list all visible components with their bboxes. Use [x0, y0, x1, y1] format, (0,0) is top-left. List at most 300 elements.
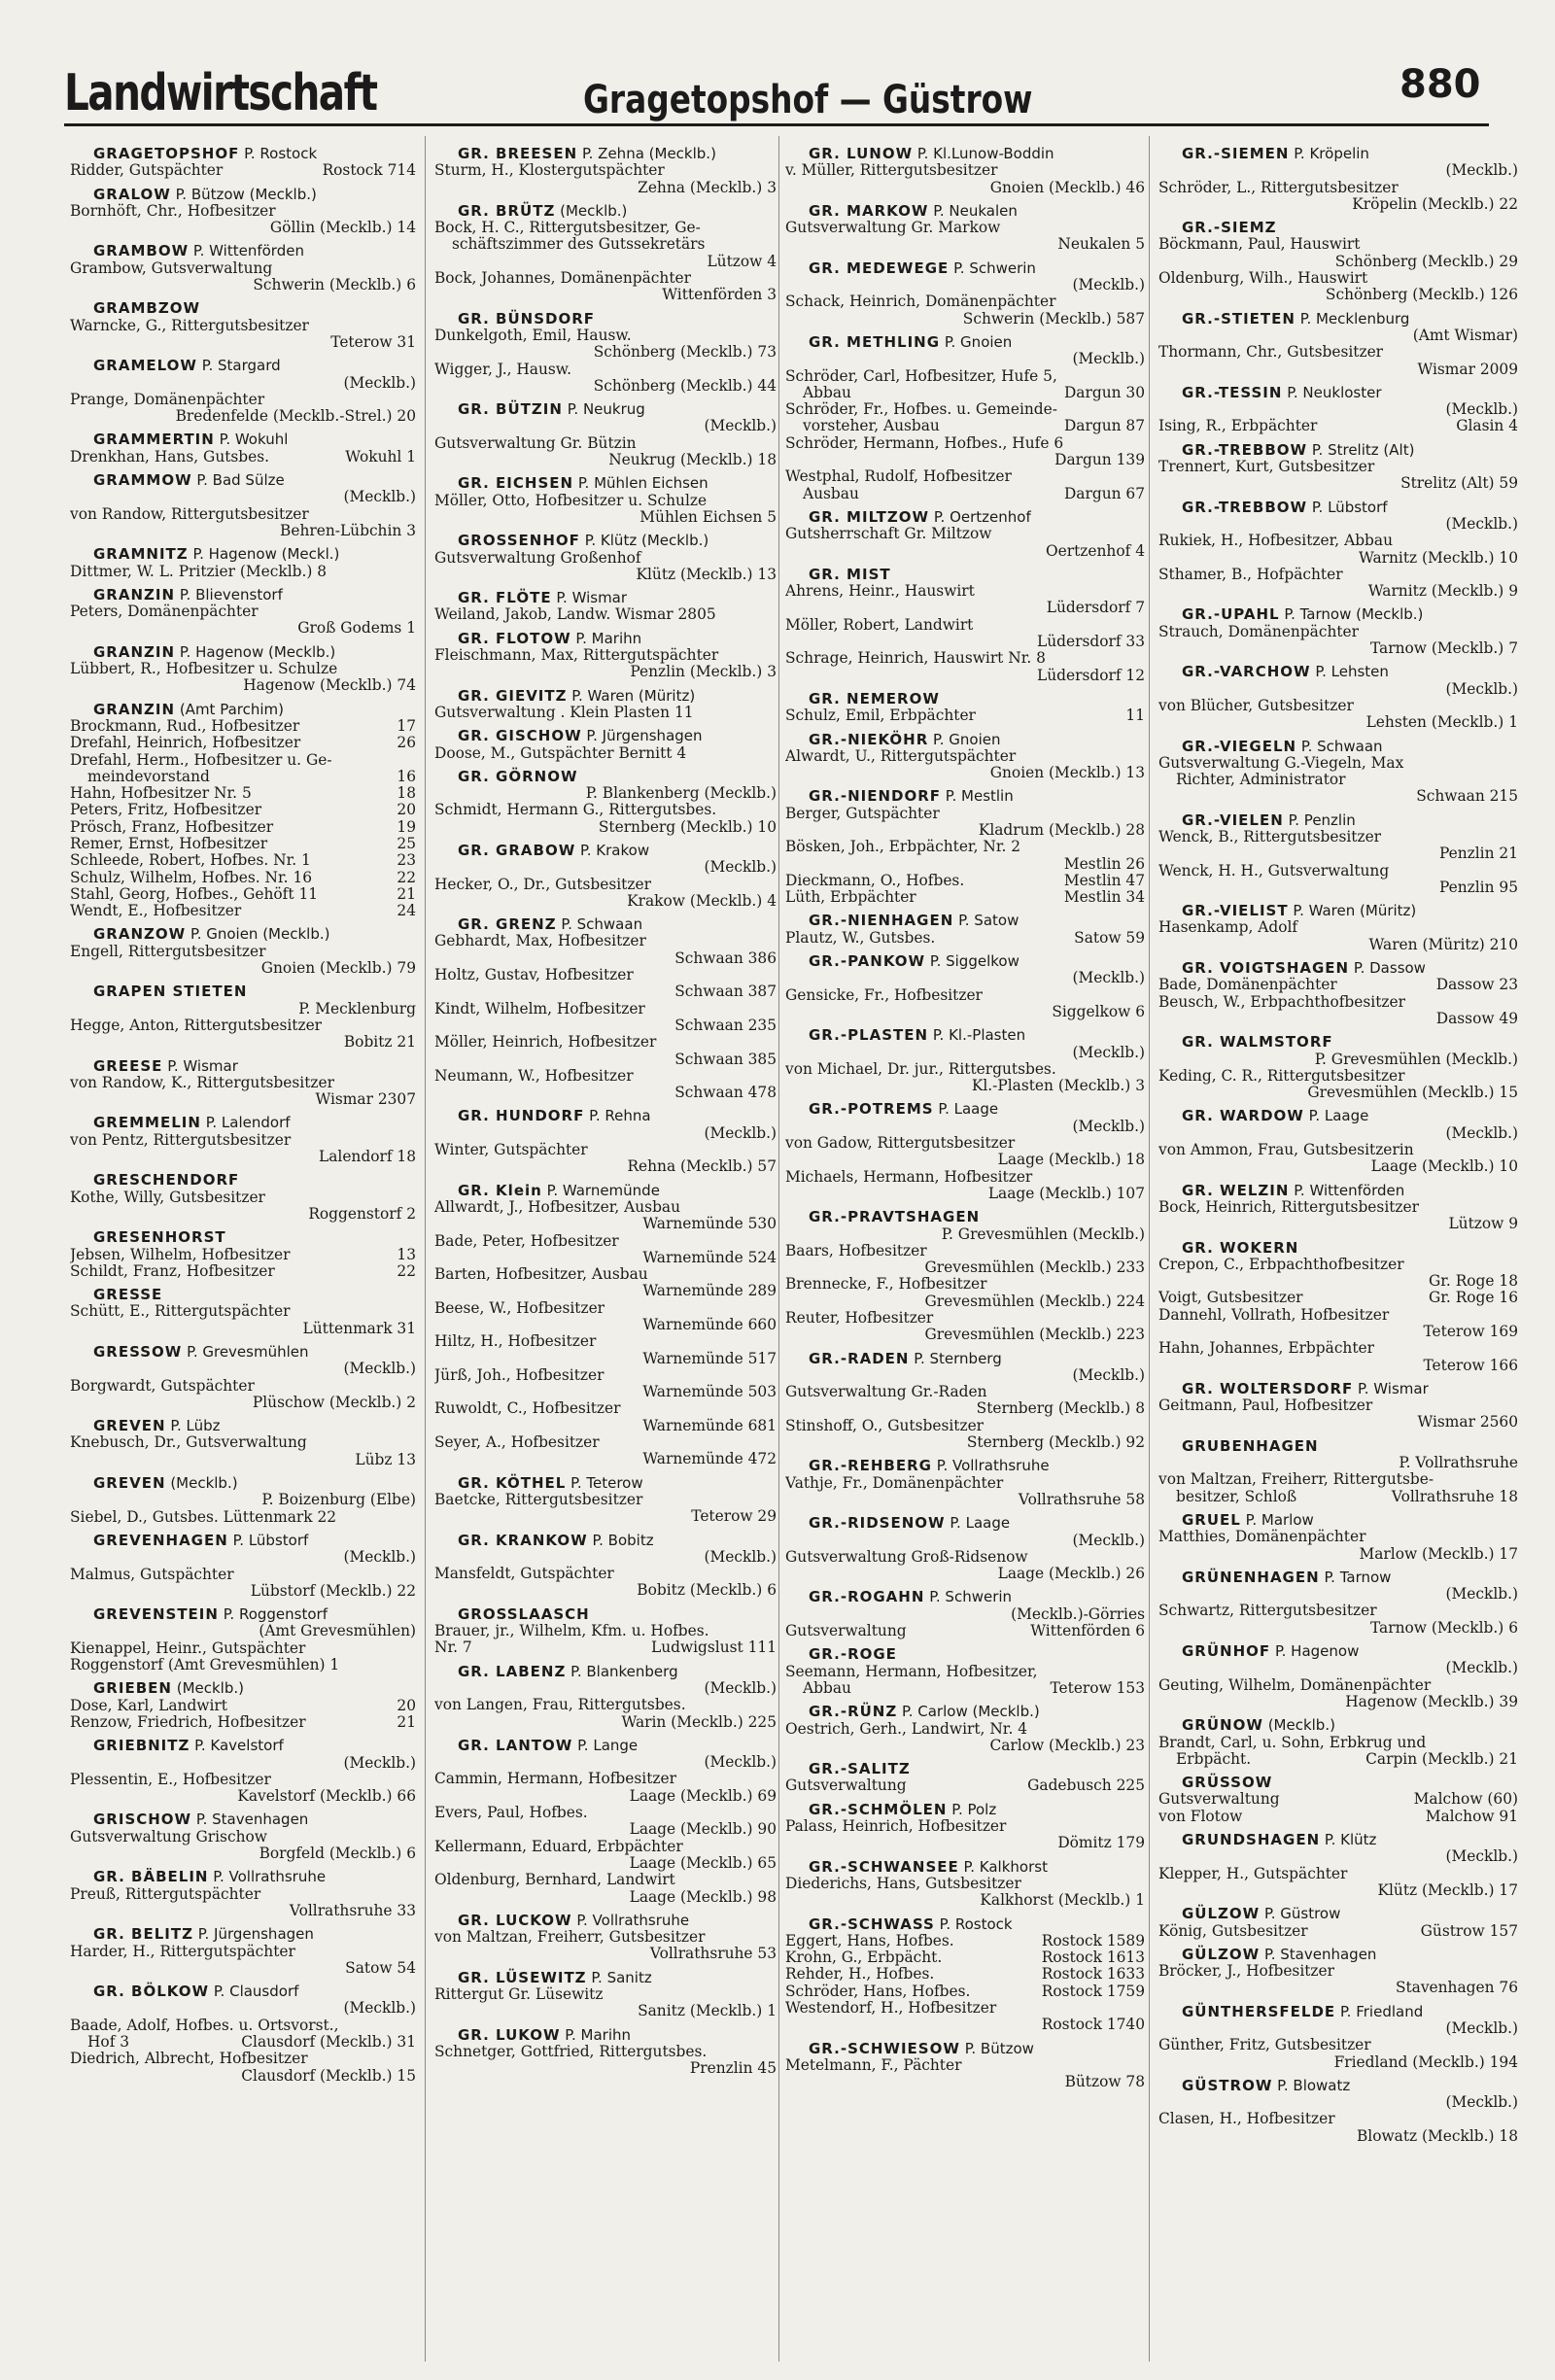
- entry-location: 26: [397, 735, 416, 752]
- entry-line: [785, 1169, 1145, 1186]
- directory-entry: [70, 926, 416, 977]
- entry-text: Dunkelgoth, Emil, Hausw.: [434, 327, 632, 344]
- entry-text: Gutsverwaltung Gr. Markow: [785, 220, 1001, 237]
- directory-entry: [434, 1664, 777, 1731]
- entry-line: [785, 930, 1145, 947]
- entry-location: 23: [397, 852, 416, 870]
- place-heading: [785, 732, 1145, 748]
- place-heading: [1158, 1775, 1518, 1791]
- entry-text: Gutsherrschaft Gr. Miltzow: [785, 526, 992, 543]
- post-office: (Mecklb.): [176, 1679, 244, 1698]
- entry-line: [1158, 236, 1518, 253]
- entry-location: Malchow 91: [1425, 1808, 1518, 1825]
- entry-location: Laage (Mecklb.) 10: [1370, 1158, 1518, 1176]
- entry-line: [70, 1755, 416, 1772]
- post-office: P. Kl.Lunow-Boddin: [916, 146, 1054, 162]
- place-name: GRANZIN: [93, 585, 176, 604]
- entry-line: [1158, 2128, 1518, 2145]
- entry-text: Hiltz, H., Hofbesitzer: [434, 1333, 597, 1351]
- post-office: P. Bützow: [964, 2039, 1034, 2057]
- entry-location: Lüdersdorf 33: [1037, 634, 1145, 651]
- entry-location: P. Mecklenburg: [298, 1000, 416, 1018]
- entry-line: [70, 1886, 416, 1903]
- entry-line: [434, 893, 777, 910]
- post-office: P. Gnoien: [933, 730, 1001, 748]
- post-office: P. Blankenberg: [570, 1662, 678, 1680]
- entry-line: [1158, 1340, 1518, 1357]
- entry-line: [1158, 772, 1518, 788]
- entry-location: Oertzenhof 4: [1046, 542, 1145, 560]
- place-heading: [434, 843, 777, 859]
- entry-location: P. Grevesmühlen (Mecklb.): [1314, 1051, 1518, 1068]
- directory-entry: [70, 983, 416, 1051]
- entry-line: [785, 180, 1145, 196]
- entry-line: [70, 564, 416, 580]
- place-heading: [1158, 1438, 1518, 1455]
- entry-location: Marlow (Mecklb.) 17: [1359, 1545, 1518, 1563]
- entry-line: [1158, 1324, 1518, 1340]
- place-heading: [785, 788, 1145, 805]
- entry-location: P. Boizenburg (Elbe): [261, 1492, 416, 1509]
- directory-entry: [434, 203, 777, 304]
- entry-text: Hahn, Hofbesitzer Nr. 5: [70, 785, 252, 803]
- entry-line: [434, 1400, 777, 1417]
- directory-entry: [1158, 1183, 1518, 1233]
- entry-line: [434, 950, 777, 967]
- entry-line: [70, 836, 416, 852]
- entry-line: [1158, 755, 1518, 772]
- place-heading: [1158, 1512, 1518, 1529]
- entry-text: Stahl, Georg, Hofbes., Gehöft 11: [70, 885, 319, 903]
- entry-location: 25: [397, 835, 416, 852]
- post-office: P. Tarnow (Mecklb.): [1284, 605, 1424, 624]
- place-name: GRANZIN: [93, 642, 176, 661]
- entry-line: [1158, 1257, 1518, 1273]
- entry-location: Schwerin (Mecklb.) 6: [253, 277, 416, 294]
- entry-line: [70, 318, 416, 334]
- post-office: (Mecklb.): [1267, 1716, 1335, 1735]
- post-office: P. Neukalen: [933, 201, 1018, 220]
- place-name: GR.-UPAHL: [1182, 605, 1280, 624]
- place-heading: [70, 546, 416, 563]
- post-office: P. Sanitz: [591, 1968, 652, 1986]
- entry-location: Penzlin 95: [1438, 879, 1518, 896]
- entry-text: Vathje, Fr., Domänenpächter: [785, 1474, 1004, 1492]
- entry-location: Mestlin 34: [1063, 889, 1145, 907]
- place-heading: [1158, 311, 1518, 328]
- directory-entry: [785, 788, 1145, 906]
- directory-entry: [785, 913, 1145, 947]
- entry-location: Lützow 4: [707, 253, 777, 270]
- post-office: P. Krakow: [580, 841, 650, 859]
- directory-entry: [1158, 1717, 1518, 1768]
- entry-line: [785, 873, 1145, 889]
- entry-text: Eggert, Hans, Hofbes.: [785, 1932, 954, 1949]
- entry-location: P. Blankenberg (Mecklb.): [585, 785, 777, 803]
- entry-location: (Mecklb.): [343, 2000, 416, 2018]
- entry-text: Grambow, Gutsverwaltung: [70, 259, 273, 277]
- entry-line: [1158, 1158, 1518, 1175]
- entry-line: [1158, 418, 1518, 434]
- entry-line: [434, 1508, 777, 1525]
- entry-line: [434, 1839, 777, 1855]
- place-heading: [1158, 442, 1518, 459]
- entry-line: [70, 1772, 416, 1788]
- directory-entry: [1158, 442, 1518, 493]
- header-rule: [64, 123, 1489, 126]
- entry-line: [1158, 845, 1518, 862]
- post-office: P. Mühlen Eichsen: [577, 474, 708, 493]
- place-name: GR.-SCHWIESOW: [809, 2039, 960, 2057]
- entry-line: [70, 1845, 416, 1862]
- directory-entry: [1158, 812, 1518, 896]
- entry-line: [434, 1680, 777, 1697]
- entry-line: [70, 392, 416, 408]
- post-office: P. Stavenhagen: [195, 1811, 309, 1829]
- entry-location: Dargun 87: [1063, 418, 1145, 435]
- entry-line: [1158, 1052, 1518, 1068]
- entry-text: meindevorstand: [87, 768, 210, 785]
- place-name: GR.-VARCHOW: [1182, 663, 1311, 681]
- entry-text: Rittergut Gr. Lüsewitz: [434, 1985, 604, 2003]
- entry-line: [785, 1061, 1145, 1078]
- entry-line: [785, 1876, 1145, 1892]
- directory-entry: [70, 1287, 416, 1337]
- entry-text: Schröder, Hermann, Hofbes., Hufe 6: [785, 434, 1064, 452]
- place-heading: [1158, 220, 1518, 236]
- directory-entry: [785, 1027, 1145, 1094]
- place-heading: [70, 1418, 416, 1434]
- directory-entry: [434, 916, 777, 1101]
- entry-line: [785, 401, 1145, 418]
- post-office: P. Siggelkow: [929, 952, 1019, 971]
- entry-line: [785, 1492, 1145, 1508]
- entry-line: [785, 1400, 1145, 1417]
- entry-text: Schack, Heinrich, Domänenpächter: [785, 293, 1056, 311]
- place-name: GR.-PRAVTSHAGEN: [809, 1208, 981, 1226]
- place-heading: [70, 243, 416, 259]
- post-office: P. Wokuhl: [219, 431, 289, 449]
- entry-line: [1158, 1546, 1518, 1563]
- entry-line: [70, 375, 416, 392]
- entry-text: Nr. 7: [434, 1639, 472, 1657]
- post-office: P. Marihn: [565, 2025, 632, 2044]
- entry-line: [785, 162, 1145, 179]
- entry-text: Baade, Adolf, Hofbes. u. Ortsvorst.,: [70, 2017, 339, 2034]
- place-name: GR. FLOTOW: [458, 629, 571, 647]
- directory-entry: [70, 587, 416, 638]
- entry-location: (Mecklb.): [1445, 1848, 1518, 1866]
- place-name: GR.-VIELIST: [1182, 902, 1289, 920]
- place-heading: [434, 475, 777, 492]
- place-name: GR. WELZIN: [1182, 1181, 1290, 1199]
- directory-entry: [434, 631, 777, 681]
- entry-text: vorsteher, Ausbau: [803, 418, 940, 435]
- place-heading: [434, 916, 777, 933]
- post-office: P. Zehna (Mecklb.): [581, 146, 716, 162]
- entry-line: [434, 1266, 777, 1283]
- directory-entry: [434, 1533, 777, 1600]
- entry-text: Geuting, Wilhelm, Domänenpächter: [1158, 1676, 1432, 1694]
- entry-location: Clausdorf (Mecklb.) 15: [241, 2067, 416, 2085]
- entry-line: [70, 1321, 416, 1337]
- entry-text: Gutsverwaltung Großenhof: [434, 549, 641, 567]
- directory-entry: [785, 146, 1145, 196]
- entry-text: Drenkhan, Hans, Gutsbes.: [70, 448, 270, 466]
- entry-location: Kladrum (Mecklb.) 28: [978, 821, 1145, 839]
- entry-line: [434, 1068, 777, 1085]
- entry-line: [1158, 475, 1518, 492]
- place-name: GR.-TESSIN: [1182, 383, 1283, 401]
- place-heading: [1158, 664, 1518, 680]
- directory-entry: [434, 688, 777, 722]
- directory-entry: [785, 1761, 1145, 1795]
- column-1: [70, 146, 416, 2371]
- place-name: GRAMELOW: [93, 357, 197, 375]
- entry-text: besitzer, Schloß: [1176, 1488, 1297, 1505]
- entry-text: Kothe, Willy, Gutsbesitzer: [70, 1189, 265, 1206]
- entry-text: Winter, Gutspächter: [434, 1142, 588, 1159]
- entry-line: [1158, 516, 1518, 533]
- entry-line: [434, 509, 777, 526]
- place-heading: [785, 1351, 1145, 1367]
- place-name: GREESE: [93, 1056, 163, 1075]
- place-name: GRIEBNITZ: [93, 1737, 190, 1755]
- entry-line: [434, 1771, 777, 1787]
- entry-line: [70, 1075, 416, 1091]
- place-name: GRAMMERTIN: [93, 431, 215, 449]
- place-heading: [434, 631, 777, 647]
- place-name: GRAGETOPSHOF: [93, 146, 240, 162]
- entry-line: [785, 1310, 1145, 1327]
- place-heading: [1158, 1381, 1518, 1397]
- entry-text: Bösken, Joh., Erbpächter, Nr. 2: [785, 839, 1021, 856]
- entry-location: P. Vollrathsruhe: [1399, 1455, 1518, 1472]
- directory-entry: [70, 1680, 416, 1731]
- place-heading: [1158, 146, 1518, 162]
- entry-line: [434, 1085, 777, 1101]
- entry-text: Fleischmann, Max, Rittergutspächter: [434, 647, 719, 665]
- entry-text: Roggenstorf (Amt Grevesmühlen) 1: [70, 1657, 340, 1674]
- directory-entry: [70, 1172, 416, 1223]
- entry-location: 18: [397, 785, 416, 803]
- entry-line: [1158, 1307, 1518, 1324]
- entry-line: [434, 344, 777, 361]
- column-divider: [425, 136, 426, 2362]
- directory-entry: [70, 1738, 416, 1805]
- place-heading: [70, 1344, 416, 1361]
- entry-location: Dargun 67: [1063, 485, 1145, 502]
- entry-line: [1158, 328, 1518, 344]
- place-heading: [1158, 1832, 1518, 1848]
- entry-text: Günther, Fritz, Gutsbesitzer: [1158, 2037, 1371, 2054]
- entry-line: [1158, 550, 1518, 567]
- entry-location: (Mecklb.): [1072, 970, 1145, 987]
- place-heading: [1158, 812, 1518, 829]
- entry-text: Beusch, W., Erbpachthofbesitzer: [1158, 993, 1405, 1011]
- entry-line: [785, 2017, 1145, 2033]
- entry-location: Wismar 2009: [1417, 361, 1518, 378]
- entry-text: Richter, Administrator: [1176, 772, 1346, 789]
- place-name: GR.-ROGAHN: [809, 1588, 925, 1606]
- place-name: GRAMMOW: [93, 471, 192, 490]
- entry-location: Schwaan 386: [674, 949, 777, 967]
- entry-line: [434, 1929, 777, 1946]
- entry-location: Lübz 13: [355, 1451, 416, 1468]
- entry-location: (Mecklb.): [1072, 1118, 1145, 1135]
- entry-text: Gensicke, Fr., Hofbesitzer: [785, 986, 983, 1004]
- directory-entry: [434, 843, 777, 910]
- entry-location: (Mecklb.): [1445, 2019, 1518, 2037]
- entry-line: [785, 839, 1145, 855]
- entry-location: Schwaan 215: [1416, 788, 1518, 806]
- entry-text: Gutsverwaltung: [1158, 1791, 1280, 1809]
- post-office: P. Hagenow (Mecklb.): [179, 642, 336, 661]
- post-office: P. Blievenstorf: [179, 585, 283, 604]
- entry-line: [70, 1263, 416, 1280]
- entry-location: Lübstorf (Mecklb.) 22: [250, 1582, 416, 1600]
- entry-line: [70, 408, 416, 425]
- entry-text: Thormann, Chr., Gutsbesitzer: [1158, 344, 1384, 362]
- directory-entry: [434, 1970, 777, 2020]
- place-name: GRUEL: [1182, 1510, 1241, 1529]
- entry-line: [434, 1034, 777, 1051]
- entry-text: Peters, Fritz, Hofbesitzer: [70, 802, 262, 819]
- entry-location: Vollrathsruhe 58: [1018, 1491, 1145, 1508]
- post-office: P. Waren (Müritz): [571, 686, 696, 705]
- place-name: GRAMBOW: [93, 242, 190, 260]
- entry-location: Teterow 31: [330, 333, 416, 351]
- entry-line: [785, 452, 1145, 468]
- post-office: P. Dassow: [1353, 959, 1426, 978]
- entry-line: [434, 1216, 777, 1232]
- entry-location: Tarnow (Mecklb.) 6: [1369, 1619, 1518, 1637]
- entry-location: Warnemünde 660: [642, 1317, 777, 1333]
- entry-location: Krakow (Mecklb.) 4: [627, 892, 777, 910]
- place-heading: [70, 983, 416, 1000]
- directory-entry: [1158, 311, 1518, 378]
- entry-location: Dassow 23: [1435, 977, 1518, 994]
- entry-location: (Mecklb.): [343, 489, 416, 506]
- directory-entry: [70, 243, 416, 293]
- post-office: P. Tarnow: [1324, 1568, 1392, 1586]
- entry-line: [70, 661, 416, 677]
- entry-line: [70, 1149, 416, 1165]
- place-name: GR. BÖLKOW: [93, 1983, 210, 2001]
- directory-entry: [785, 260, 1145, 328]
- entry-text: Drefahl, Herm., Hofbesitzer u. Ge-: [70, 751, 332, 769]
- entry-text: v. Müller, Rittergutsbesitzer: [785, 162, 998, 180]
- place-heading: [70, 1926, 416, 1943]
- entry-location: Behren-Lübchin 3: [280, 522, 416, 539]
- entry-text: Reuter, Hofbesitzer: [785, 1310, 934, 1327]
- place-heading: [70, 1475, 416, 1492]
- post-office: P. Mecklenburg: [1299, 309, 1410, 328]
- entry-location: Teterow 29: [691, 1508, 777, 1526]
- entry-line: [1158, 344, 1518, 361]
- entry-line: [70, 769, 416, 785]
- place-heading: [1158, 606, 1518, 623]
- post-office: P. Rostock: [939, 1914, 1013, 1933]
- entry-location: Siggelkow 6: [1052, 1003, 1145, 1020]
- entry-text: Bröcker, J., Hofbesitzer: [1158, 1963, 1335, 1981]
- entry-text: Sturm, H., Klostergutspächter: [434, 162, 665, 180]
- entry-line: [1158, 1216, 1518, 1232]
- entry-text: Möller, Heinrich, Hofbesitzer: [434, 1034, 657, 1052]
- entry-line: [785, 707, 1145, 724]
- entry-location: Kl.-Plasten (Mecklb.) 3: [971, 1078, 1145, 1095]
- column-2: [434, 146, 777, 2371]
- post-office: P. Jürgenshagen: [586, 727, 703, 745]
- place-name: GR. BELITZ: [93, 1925, 193, 1944]
- entry-line: [1158, 829, 1518, 845]
- place-name: GREVENSTEIN: [93, 1605, 219, 1624]
- place-heading: [70, 146, 416, 162]
- entry-location: Hagenow (Mecklb.) 39: [1345, 1693, 1518, 1710]
- place-name: GR. HUNDORF: [458, 1107, 585, 1125]
- place-name: GRAPEN STIETEN: [93, 983, 248, 1001]
- entry-line: [434, 664, 777, 680]
- directory-entry: [1158, 1240, 1518, 1374]
- directory-entry: [1158, 1108, 1518, 1175]
- post-office: P. Schwaan: [1300, 737, 1383, 755]
- place-heading: [1158, 1947, 1518, 1963]
- place-name: GR. METHLING: [809, 332, 941, 351]
- entry-line: [785, 1533, 1145, 1549]
- post-office: P. Jürgenshagen: [197, 1925, 314, 1944]
- directory-entry: [434, 146, 777, 196]
- entry-text: Hasenkamp, Adolf: [1158, 919, 1298, 937]
- entry-location: Warnemünde 517: [642, 1350, 777, 1367]
- entry-location: 19: [397, 818, 416, 836]
- post-office: P. Laage: [950, 1514, 1011, 1533]
- entry-line: [785, 236, 1145, 253]
- page-number: 880: [1400, 62, 1481, 107]
- entry-location: Waren (Müritz) 210: [1368, 936, 1518, 953]
- entry-line: [434, 452, 777, 468]
- entry-line: [434, 220, 777, 236]
- entry-location: Vollrathsruhe 53: [649, 1946, 777, 1963]
- post-office: P. Vollrathsruhe: [576, 1911, 690, 1929]
- directory-entry: [70, 546, 416, 580]
- entry-location: Schönberg (Mecklb.) 73: [593, 344, 777, 362]
- column-divider: [1149, 136, 1150, 2362]
- entry-text: Schütt, E., Rittergutspächter: [70, 1303, 291, 1321]
- place-heading: [785, 2041, 1145, 2057]
- entry-location: Lützow 9: [1448, 1216, 1518, 1233]
- entry-text: Kindt, Wilhelm, Hofbesitzer: [434, 1000, 645, 1018]
- place-heading: [70, 702, 416, 718]
- post-office: P. Lübstorf: [232, 1531, 309, 1549]
- directory-entry: [1158, 220, 1518, 303]
- entry-line: [785, 2000, 1145, 2017]
- place-heading: [434, 401, 777, 418]
- place-heading: [434, 533, 777, 549]
- place-heading: [434, 1913, 777, 1929]
- entry-line: [785, 987, 1145, 1004]
- entry-text: Gutsverwaltung . Klein Plasten 11: [434, 704, 694, 721]
- entry-line: [434, 1855, 777, 1872]
- entry-line: [434, 1986, 777, 2003]
- entry-text: Holtz, Gustav, Hofbesitzer: [434, 967, 634, 984]
- place-name: GR. MILTZOW: [809, 507, 930, 526]
- entry-line: [70, 785, 416, 802]
- entry-text: Michaels, Hermann, Hofbesitzer: [785, 1168, 1033, 1186]
- directory-entry: [785, 1101, 1145, 1202]
- place-heading: [1158, 1569, 1518, 1586]
- entry-line: [70, 1395, 416, 1411]
- entry-line: [1158, 1142, 1518, 1158]
